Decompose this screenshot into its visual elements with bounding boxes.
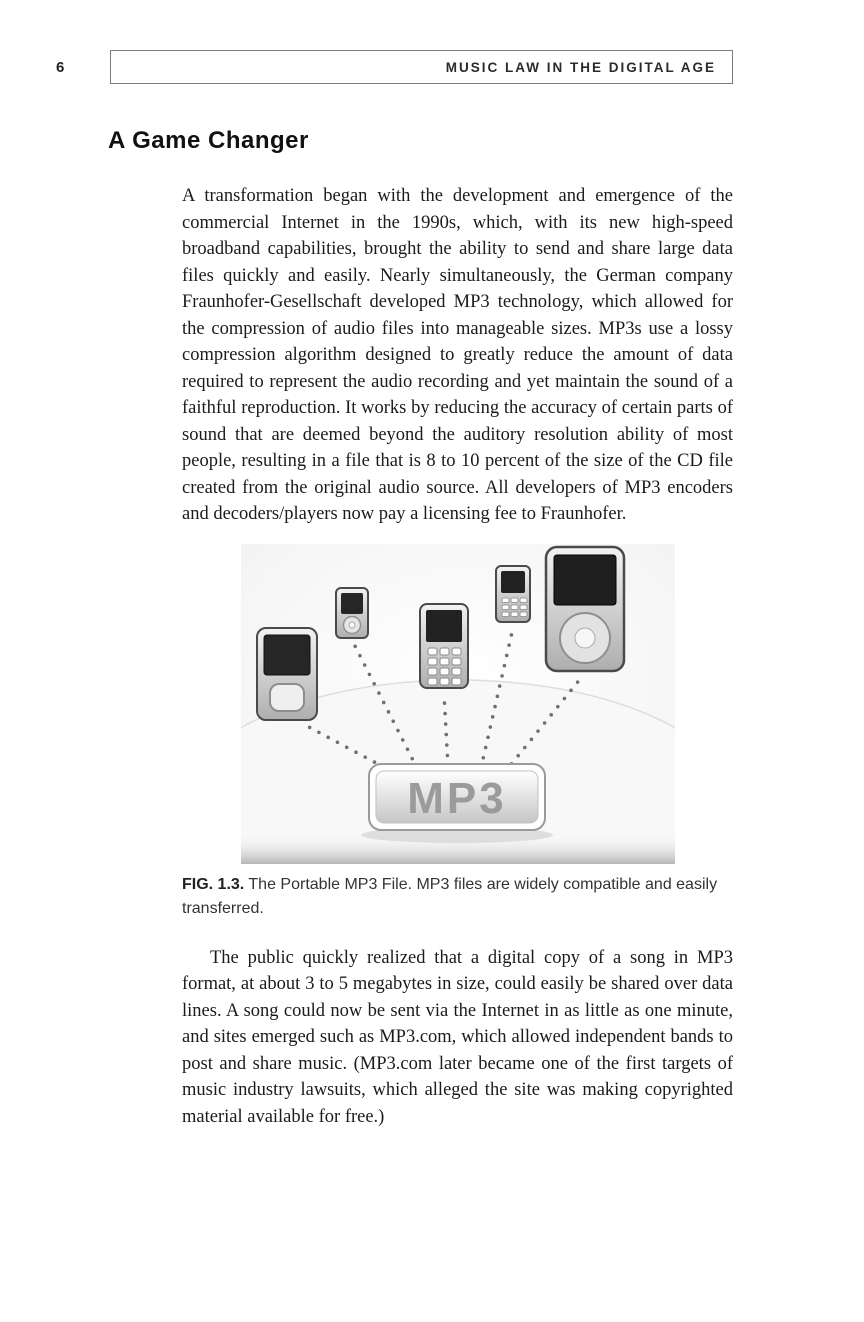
mini-keypad-phone-icon — [496, 566, 530, 622]
paragraph-2: The public quickly realized that a digital copy of a song in MP3 format, at about 3 to 5 megabytes in size, could easily be shared over data lines. A song could now be sent via the Internet in as little as one minute, and sites emerged such as MP3.com, which allowed independent bands to post and share music. (MP3.com later became one of the first targets of music industry lawsuits, which alleged the site was making copyrighted material available for free.) — [182, 947, 733, 1127]
keypad-phone-icon — [420, 604, 468, 688]
figure-caption — [182, 873, 733, 921]
figure-1-3 — [241, 544, 675, 864]
running-head: MUSIC LAW IN THE DIGITAL AGE — [445, 59, 716, 75]
paragraph-1: A transformation began with the development and emergence of the commercial Internet in the 1990s, which, with its new high-speed broadband capabilities, brought the ability to send and share large data files quickly and easily. Nearly simultaneously, the German company Fraunhofer-Gesellschaft developed MP3 technology, which allowed for the compression of audio files into manageable sizes. MP3s use a lossy compression algorithm designed to greatly reduce the amount of data required to represent the audio recording and yet maintain the sound of a faithful reproduction. It works by reducing the accuracy of certain parts of sound that are deemed beyond the auditory resolution ability of most people, resulting in a file that is 8 to 10 percent of the size of the CD file created from the original audio source. All developers of MP3 encoders and decoders/players now pay a licensing fee to Fraunhofer. — [182, 186, 733, 524]
running-head-box — [110, 50, 733, 84]
page-header — [0, 50, 864, 86]
portable-mp3-player-icon — [257, 628, 317, 720]
figure-caption-text: The Portable MP3 File. MP3 files are widely compatible and easily transferred. — [182, 875, 718, 917]
figure-caption-label: FIG. 1.3. — [182, 875, 245, 893]
mini-mp3-player-icon — [336, 588, 368, 638]
mp3-badge — [361, 764, 553, 843]
ipod-player-icon — [546, 547, 624, 671]
section-heading: A Game Changer — [108, 127, 309, 154]
page-number: 6 — [56, 59, 65, 76]
body-text-block — [182, 183, 733, 1130]
mp3-badge-text: MP3 — [406, 773, 507, 823]
mp3-figure-illustration — [241, 544, 675, 864]
